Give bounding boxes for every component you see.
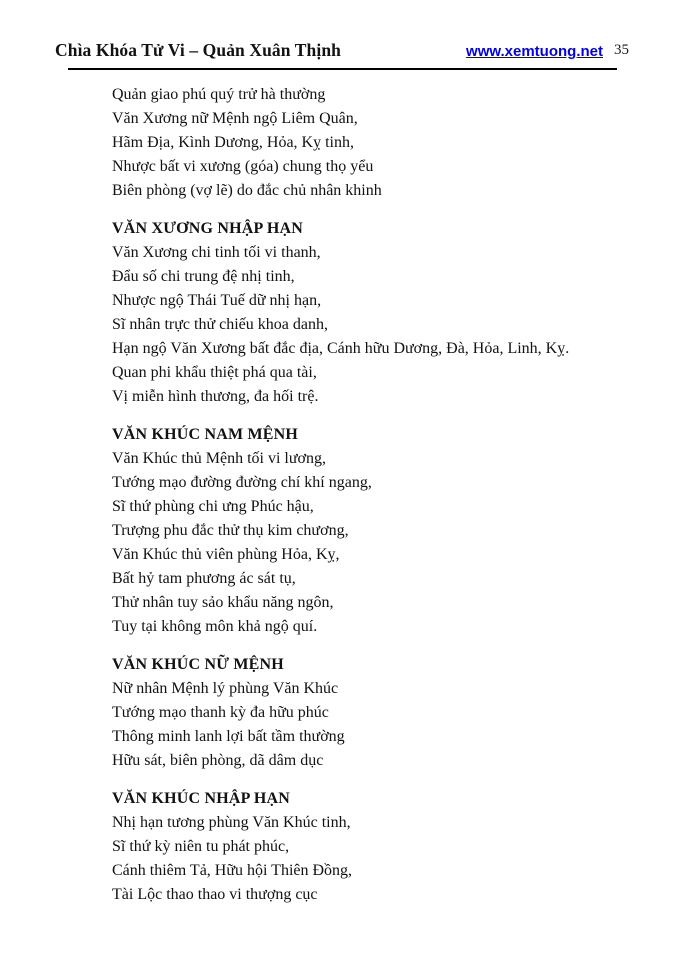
verse-section bbox=[112, 787, 686, 907]
page-header bbox=[0, 0, 686, 61]
poem-line: Hữu sát, biên phòng, dã dâm dục bbox=[112, 752, 324, 769]
poem-line: Biên phòng (vợ lẽ) do đắc chủ nhân khinh bbox=[112, 182, 382, 199]
poem-line: Trượng phu đắc thử thụ kim chương, bbox=[112, 522, 349, 539]
section-heading: VĂN KHÚC NỮ MỆNH bbox=[112, 656, 284, 673]
verse-section bbox=[112, 423, 686, 639]
page-number: 35 bbox=[614, 42, 629, 58]
poem-line: Nhị hạn tương phùng Văn Khúc tinh, bbox=[112, 814, 351, 831]
poem-line: Bất hỷ tam phương ác sát tụ, bbox=[112, 570, 296, 587]
poem-line: Văn Xương nữ Mệnh ngộ Liêm Quân, bbox=[112, 110, 358, 127]
poem-line: Văn Khúc thủ Mệnh tối vi lương, bbox=[112, 450, 326, 467]
section-heading: VĂN XƯƠNG NHẬP HẠN bbox=[112, 220, 303, 237]
poem-line: Nhược ngộ Thái Tuế dữ nhị hạn, bbox=[112, 292, 322, 309]
header-right bbox=[466, 43, 629, 61]
header-divider bbox=[68, 68, 617, 70]
poem-line: Thông minh lanh lợi bất tầm thường bbox=[112, 728, 345, 745]
poem-line: Văn Xương chi tinh tối vi thanh, bbox=[112, 244, 321, 261]
poem-line: Sĩ thứ phùng chi ưng Phúc hậu, bbox=[112, 498, 314, 515]
verse-section bbox=[112, 653, 686, 773]
poem-line: Vị miễn hình thương, đa hối trệ. bbox=[112, 388, 319, 405]
poem-line: Văn Khúc thủ viên phùng Hỏa, Kỵ, bbox=[112, 546, 340, 563]
book-title: Chìa Khóa Tử Vi – Quản Xuân Thịnh bbox=[55, 40, 341, 60]
website-link[interactable]: www.xemtuong.net bbox=[466, 43, 603, 60]
poem-line: Nữ nhân Mệnh lý phùng Văn Khúc bbox=[112, 680, 339, 697]
poem-line: Tài Lộc thao thao vi thượng cục bbox=[112, 886, 318, 903]
poem-line: Cánh thiêm Tả, Hữu hội Thiên Đồng, bbox=[112, 862, 353, 879]
page-content bbox=[112, 83, 686, 907]
section-heading: VĂN KHÚC NHẬP HẠN bbox=[112, 790, 291, 807]
poem-line: Thử nhân tuy sảo khẩu năng ngôn, bbox=[112, 594, 334, 611]
poem-line: Hạn ngộ Văn Xương bất đắc địa, Cánh hữu Dương, Đà, Hỏa, Linh, Kỵ. bbox=[112, 340, 570, 357]
poem-line: Sĩ nhân trực thử chiếu khoa danh, bbox=[112, 316, 328, 333]
verse-sections bbox=[112, 217, 686, 907]
poem-line: Hãm Địa, Kình Dương, Hỏa, Kỵ tinh, bbox=[112, 134, 354, 151]
verse-section bbox=[112, 217, 686, 409]
section-heading: VĂN KHÚC NAM MỆNH bbox=[112, 426, 299, 443]
intro-verse bbox=[112, 83, 686, 203]
poem-line: Tướng mạo thanh kỳ đa hữu phúc bbox=[112, 704, 329, 721]
poem-line: Quan phi khẩu thiệt phá qua tài, bbox=[112, 364, 317, 381]
poem-line: Quản giao phú quý trử hà thường bbox=[112, 86, 326, 103]
poem-line: Sĩ thứ kỳ niên tu phát phúc, bbox=[112, 838, 290, 855]
poem-line: Tướng mạo đường đường chí khí ngang, bbox=[112, 474, 372, 491]
poem-line: Tuy tại không môn khả ngộ quí. bbox=[112, 618, 318, 635]
poem-line: Nhược bất vi xương (góa) chung thọ yểu bbox=[112, 158, 374, 175]
poem-line: Đẩu số chi trung đệ nhị tinh, bbox=[112, 268, 295, 285]
